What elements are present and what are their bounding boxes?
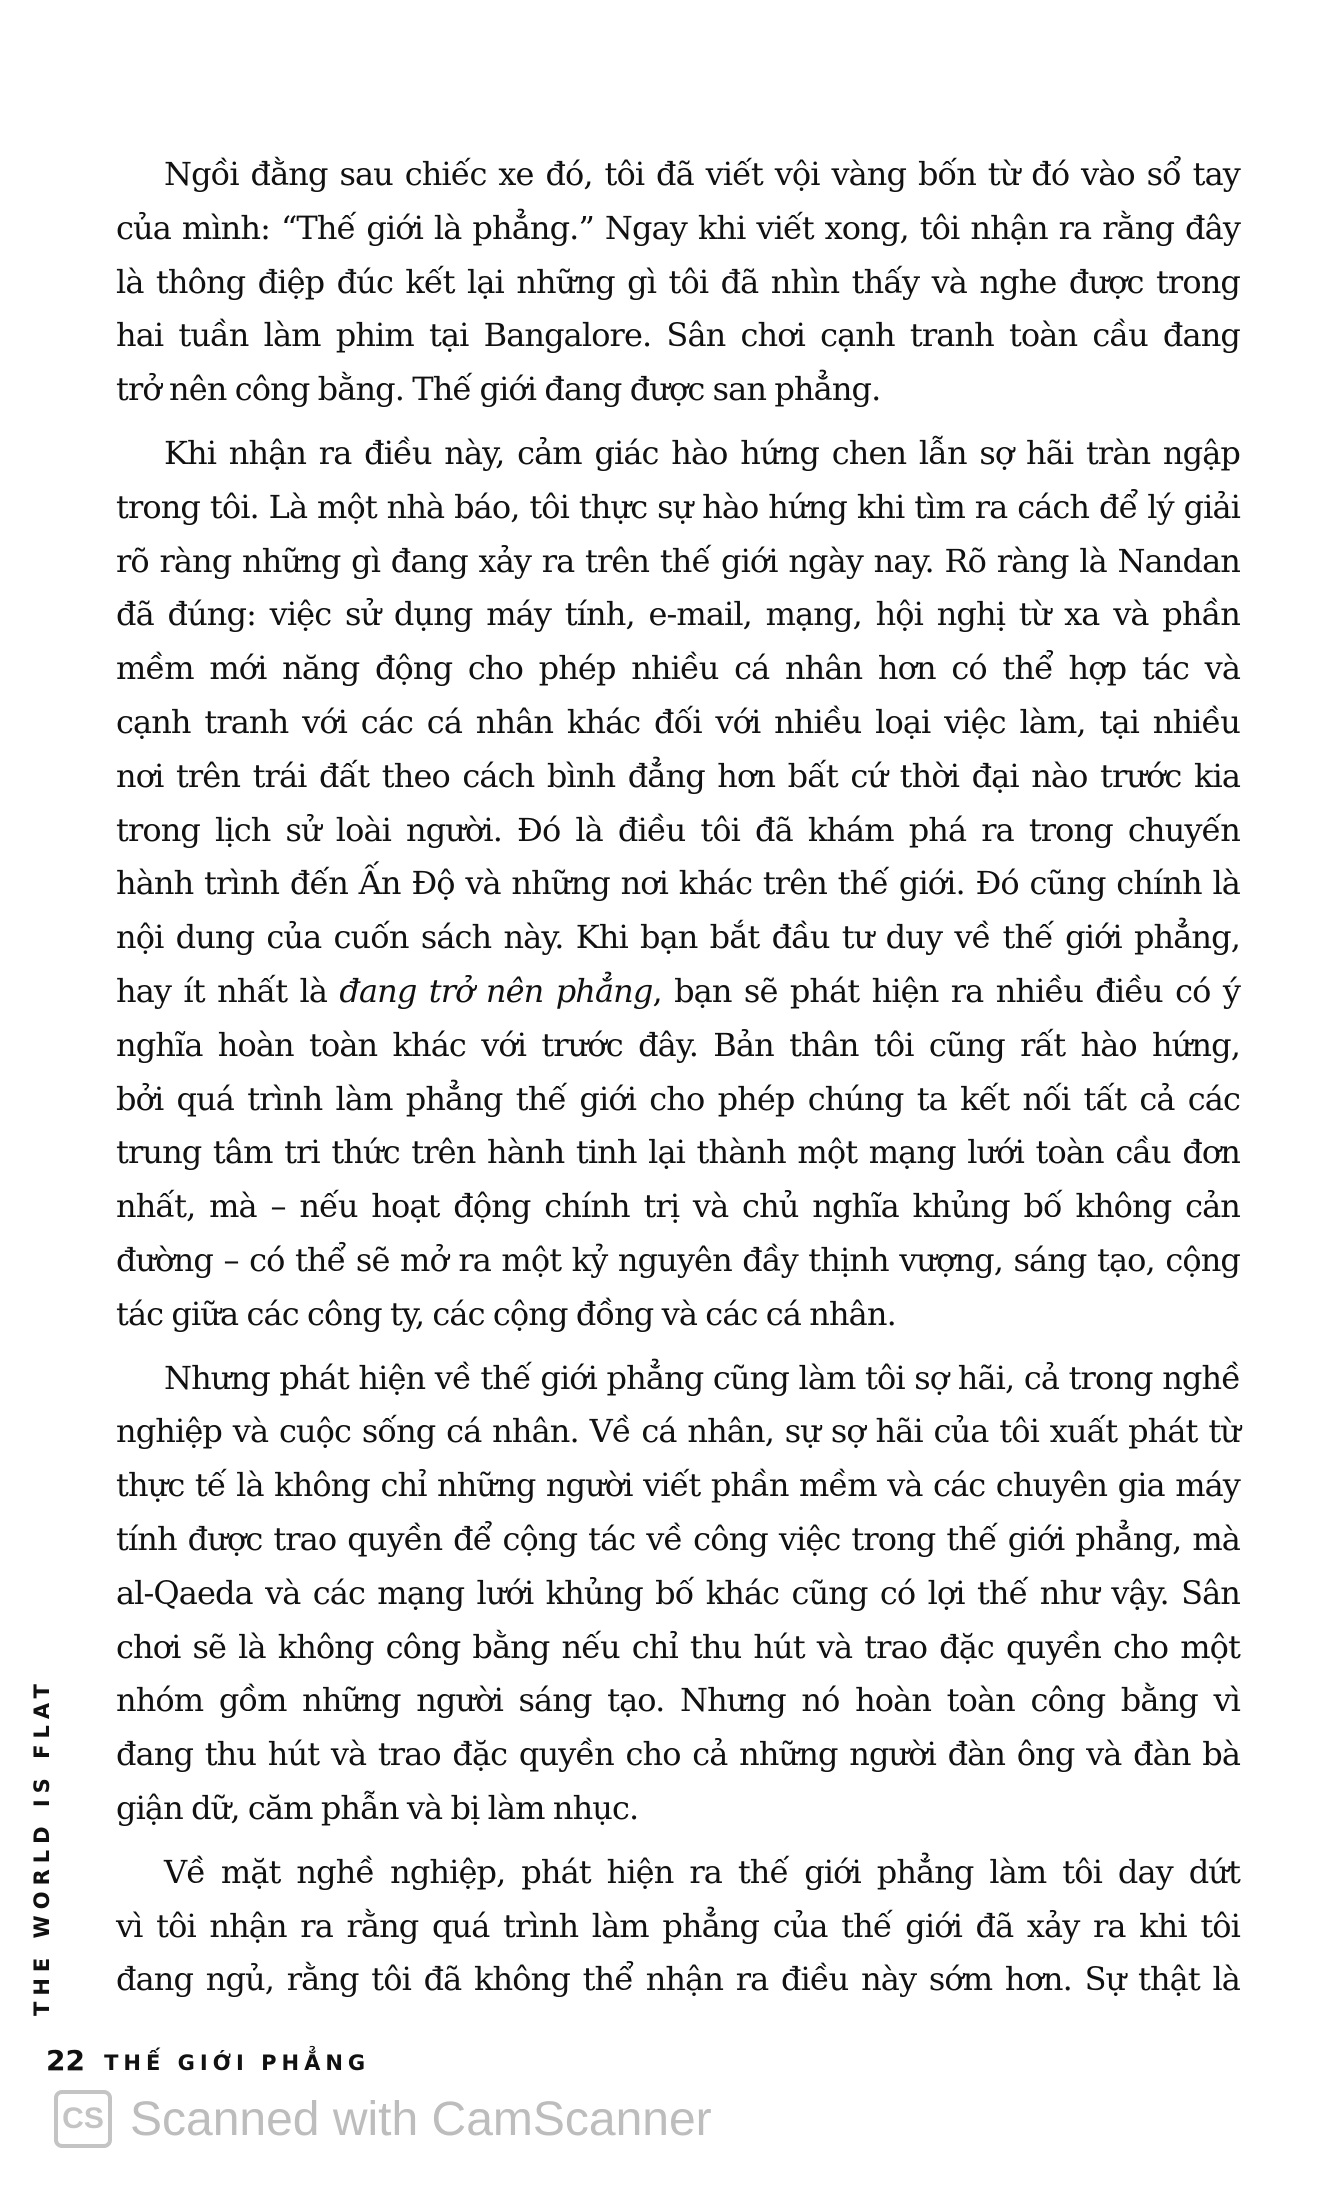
text-segment: nhất, mà – nếu hoạt động chính trị và chủ nghĩa khủng bố không cản [116, 1187, 1240, 1226]
text-segment: , bạn sẽ phát hiện ra nhiều điều có ý [652, 971, 1240, 1010]
text-line [116, 750, 1240, 804]
side-running-title: THE WORLD IS FLAT [30, 1678, 54, 2016]
text-segment: al-Qaeda và các mạng lưới khủng bố khác cũng có lợi thế như vậy. Sân [116, 1573, 1240, 1612]
text-segment: tác giữa các công ty, các cộng đồng và các cá nhân. [116, 1294, 896, 1333]
text-segment: tính được trao quyền để cộng tác về công việc trong thế giới phẳng, mà [116, 1519, 1240, 1558]
paragraph [116, 427, 1240, 1342]
text-line [116, 1513, 1240, 1567]
text-line [116, 256, 1240, 310]
body-text [116, 148, 1240, 2017]
camscanner-watermark [54, 2090, 712, 2148]
paragraph [116, 1352, 1240, 1836]
text-line [116, 1953, 1240, 2007]
text-segment: bởi quá trình làm phẳng thế giới cho phép chúng ta kết nối tất cả các [116, 1079, 1240, 1118]
text-segment: Nhưng phát hiện về thế giới phẳng cũng làm tôi sợ hãi, cả trong nghề [164, 1358, 1240, 1397]
text-segment: trung tâm tri thức trên hành tinh lại thành một mạng lưới toàn cầu đơn [116, 1133, 1240, 1172]
text-line [116, 911, 1240, 965]
text-line [116, 1352, 1240, 1406]
text-line [116, 1567, 1240, 1621]
text-segment: giận dữ, căm phẫn và bị làm nhục. [116, 1788, 639, 1827]
text-segment: nội dung của cuốn sách này. Khi bạn bắt đầu tư duy về thế giới phẳng, [116, 918, 1240, 957]
text-segment: cạnh tranh với các cá nhân khác đối với nhiều loại việc làm, tại nhiều [116, 702, 1240, 741]
text-line [116, 309, 1240, 363]
text-line [116, 1019, 1240, 1073]
text-segment: đang thu hút và trao đặc quyền cho cả những người đàn ông và đàn bà [116, 1735, 1240, 1774]
text-line [116, 1288, 1240, 1342]
text-segment: nghiệp và cuộc sống cá nhân. Về cá nhân, sự sợ hãi của tôi xuất phát từ [116, 1412, 1240, 1451]
text-segment: thực tế là không chỉ những người viết phần mềm và các chuyên gia máy [116, 1466, 1240, 1505]
text-line [116, 804, 1240, 858]
text-line [116, 1846, 1240, 1900]
text-segment: hai tuần làm phim tại Bangalore. Sân chơi cạnh tranh toàn cầu đang [116, 316, 1240, 355]
text-segment: nơi trên trái đất theo cách bình đẳng hơn bất cứ thời đại nào trước kia [116, 756, 1240, 795]
text-line [116, 427, 1240, 481]
text-line [116, 1180, 1240, 1234]
text-line [116, 1782, 1240, 1836]
text-segment: nhóm gồm những người sáng tạo. Nhưng nó hoàn toàn công bằng vì [116, 1681, 1240, 1720]
text-line [116, 1674, 1240, 1728]
text-line [116, 481, 1240, 535]
text-segment: hành trình đến Ấn Độ và những nơi khác trên thế giới. Đó cũng chính là [116, 864, 1240, 903]
text-line [116, 588, 1240, 642]
text-segment: đang ngủ, rằng tôi đã không thể nhận ra điều này sớm hơn. Sự thật là [116, 1960, 1240, 1999]
text-line [116, 642, 1240, 696]
text-line [116, 535, 1240, 589]
text-segment: đường – có thể sẽ mở ra một kỷ nguyên đầy thịnh vượng, sáng tạo, cộng [116, 1240, 1240, 1279]
text-line [116, 1900, 1240, 1954]
text-segment: đã đúng: việc sử dụng máy tính, e-mail, mạng, hội nghị từ xa và phần [116, 595, 1240, 634]
text-segment: hay ít nhất là [116, 971, 340, 1010]
paragraph [116, 1846, 1240, 2007]
text-segment: Ngồi đằng sau chiếc xe đó, tôi đã viết vội vàng bốn từ đó vào sổ tay [164, 155, 1240, 193]
text-segment: mềm mới năng động cho phép nhiều cá nhân hơn có thể hợp tác và [116, 649, 1240, 688]
text-line [116, 148, 1240, 202]
text-line [116, 857, 1240, 911]
text-segment: Khi nhận ra điều này, cảm giác hào hứng chen lẫn sợ hãi tràn ngập [164, 433, 1240, 472]
text-segment: Về mặt nghề nghiệp, phát hiện ra thế giới phẳng làm tôi day dứt [164, 1852, 1240, 1891]
book-title: THẾ GIỚI PHẲNG [104, 2051, 371, 2075]
page-footer [46, 2044, 370, 2077]
text-segment: trong lịch sử loài người. Đó là điều tôi đã khám phá ra trong chuyến [116, 810, 1240, 849]
text-segment: chơi sẽ là không công bằng nếu chỉ thu hút và trao đặc quyền cho một [116, 1627, 1240, 1666]
text-segment: rõ ràng những gì đang xảy ra trên thế giới ngày nay. Rõ ràng là Nandan [116, 541, 1240, 580]
page-number: 22 [46, 2044, 85, 2077]
text-line [116, 1234, 1240, 1288]
camscanner-logo-icon: CS [54, 2090, 112, 2148]
text-segment: của mình: “Thế giới là phẳng.” Ngay khi viết xong, tôi nhận ra rằng đây [116, 208, 1240, 247]
text-line [116, 1073, 1240, 1127]
text-line [116, 1621, 1240, 1675]
text-segment: vì tôi nhận ra rằng quá trình làm phẳng của thế giới đã xảy ra khi tôi [116, 1906, 1240, 1945]
text-line [116, 696, 1240, 750]
watermark-text: Scanned with CamScanner [130, 2092, 712, 2146]
italic-phrase: đang trở nên phẳng [339, 971, 653, 1010]
text-segment: là thông điệp đúc kết lại những gì tôi đã nhìn thấy và nghe được trong [116, 262, 1240, 301]
text-line [116, 965, 1240, 1019]
text-segment: nghĩa hoàn toàn khác với trước đây. Bản thân tôi cũng rất hào hứng, [116, 1025, 1240, 1064]
paragraph [116, 148, 1240, 417]
text-line [116, 1126, 1240, 1180]
text-line [116, 202, 1240, 256]
text-line [116, 1728, 1240, 1782]
text-line [116, 1405, 1240, 1459]
text-segment: trở nên công bằng. Thế giới đang được san phẳng. [116, 370, 881, 409]
text-line [116, 363, 1240, 417]
text-line [116, 1459, 1240, 1513]
text-segment: trong tôi. Là một nhà báo, tôi thực sự hào hứng khi tìm ra cách để lý giải [116, 487, 1240, 526]
